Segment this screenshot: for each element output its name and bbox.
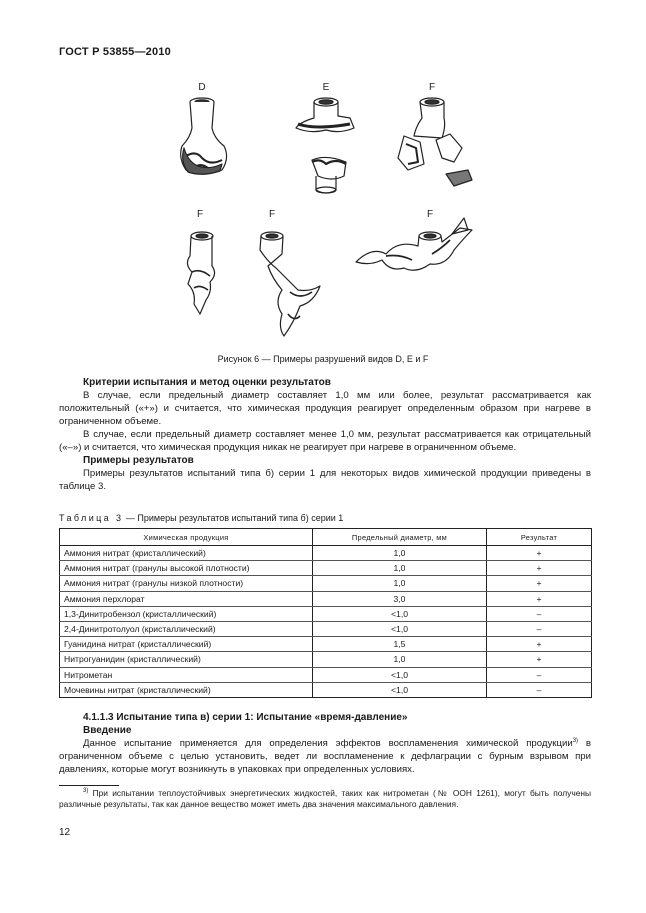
label-f-3: F (268, 209, 276, 220)
cell-diameter: 1,0 (313, 561, 487, 576)
header-result: Результат (487, 529, 592, 546)
cell-substance: 1,3-Динитробензол (кристаллический) (60, 606, 313, 621)
introduction-heading: Введение (83, 725, 132, 736)
label-d: D (198, 82, 206, 93)
cell-result: + (487, 561, 592, 576)
cell-substance: Гуанидина нитрат (кристаллический) (60, 637, 313, 652)
label-f-2: F (196, 209, 204, 220)
cell-diameter: <1,0 (313, 667, 487, 682)
table-row (60, 621, 592, 636)
cell-diameter: <1,0 (313, 621, 487, 636)
introduction-paragraph (59, 737, 591, 776)
figure-6 (150, 78, 500, 356)
figure-caption: Рисунок 6 — Примеры разрушений видов D, E и F (217, 354, 429, 364)
results-table (59, 528, 592, 698)
label-f-4: F (426, 209, 434, 220)
cell-result: + (487, 591, 592, 606)
table-caption-text: — Примеры результатов испытаний типа б) серии 1 (123, 513, 344, 523)
cell-result: + (487, 576, 592, 591)
criteria-paragraph-1: В случае, если предельный диаметр составляет 1,0 мм или более, результат рассматривается как положительный («+») и считается, что химическая продукция реагирует определенным образом при нагреве в ограниченном объеме. (59, 390, 591, 427)
cell-diameter: 1,0 (313, 652, 487, 667)
table-row (60, 561, 592, 576)
cell-diameter: 1,0 (313, 546, 487, 561)
cell-diameter: 1,0 (313, 576, 487, 591)
cell-substance: Аммония нитрат (гранулы низкой плотности) (60, 576, 313, 591)
cell-result: – (487, 682, 592, 697)
table-row (60, 546, 592, 561)
cell-diameter: <1,0 (313, 682, 487, 697)
intro-text-start: Данное испытание применяется для определения эффектов воспламенения химической продукции (83, 738, 573, 749)
footnote-text: При испытании теплоустойчивых энергетических жидкостей, таких как нитрометан (№ ООН 1261), могут быть получены различные результаты, так как данное вещество может иметь два значения максимального давления. (59, 788, 591, 809)
table-header-row (60, 529, 592, 546)
tube-f3 (260, 232, 320, 336)
page-number: 12 (59, 827, 71, 838)
cell-result: – (487, 621, 592, 636)
cell-substance: Аммония нитрат (гранулы высокой плотности) (60, 561, 313, 576)
criteria-paragraph-2: В случае, если предельный диаметр составляет менее 1,0 мм, результат рассматривается как отрицательный («–») и считается, что химическая продукция никак не реагирует при нагреве в ограниченном объеме. (59, 429, 591, 453)
intro-text-end: в ограниченном объеме с целью установить, ведет ли воспламенение к дефлаграции с бурным взрывом при давлениях, которые могут возникнуть в упаковках при определенных условиях. (59, 738, 591, 775)
criteria-section (59, 376, 591, 493)
section-heading-4-1-1-3: 4.1.1.3 Испытание типа в) серии 1: Испытание «время-давление» (83, 712, 408, 723)
table-row (60, 667, 592, 682)
document-header: ГОСТ Р 53855—2010 (59, 46, 171, 58)
cell-substance: Нитрометан (60, 667, 313, 682)
label-f-1: F (428, 82, 436, 93)
table-row (60, 682, 592, 697)
cell-result: – (487, 667, 592, 682)
cell-substance: Нитрогуанидин (кристаллический) (60, 652, 313, 667)
label-e: E (322, 82, 330, 93)
footnote-ref[interactable]: 3) (572, 737, 579, 744)
table-row (60, 637, 592, 652)
fracture-illustrations (150, 78, 500, 356)
tube-f2 (187, 232, 214, 314)
tube-d (181, 98, 227, 174)
table-row (60, 652, 592, 667)
table-row (60, 591, 592, 606)
cell-result: + (487, 652, 592, 667)
cell-diameter: <1,0 (313, 606, 487, 621)
table-caption-label: Таблица 3 (59, 513, 124, 523)
tube-f1 (398, 98, 472, 186)
header-diameter: Предельный диаметр, мм (313, 529, 487, 546)
cell-diameter: 1,5 (313, 637, 487, 652)
examples-heading: Примеры результатов (83, 455, 194, 466)
cell-substance: Аммония нитрат (кристаллический) (60, 546, 313, 561)
table-row (60, 606, 592, 621)
cell-result: + (487, 637, 592, 652)
footnote-separator (59, 785, 119, 786)
criteria-heading: Критерии испытания и метод оценки результатов (83, 377, 331, 388)
cell-diameter: 3,0 (313, 591, 487, 606)
time-pressure-section (59, 711, 591, 776)
cell-result: – (487, 606, 592, 621)
header-substance: Химическая продукция (60, 529, 313, 546)
table-caption (59, 513, 343, 523)
table-row (60, 576, 592, 591)
footnote-mark: 3) (83, 788, 89, 795)
tube-f4 (356, 218, 472, 270)
cell-substance: Мочевины нитрат (кристаллический) (60, 682, 313, 697)
cell-substance: Аммония перхлорат (60, 591, 313, 606)
cell-substance: 2,4-Динитротолуол (кристаллический) (60, 621, 313, 636)
examples-paragraph: Примеры результатов испытаний типа б) серии 1 для некоторых видов химической продукции приведены в таблице 3. (59, 468, 591, 492)
footnote (59, 788, 591, 810)
cell-result: + (487, 546, 592, 561)
tube-e (296, 98, 354, 193)
